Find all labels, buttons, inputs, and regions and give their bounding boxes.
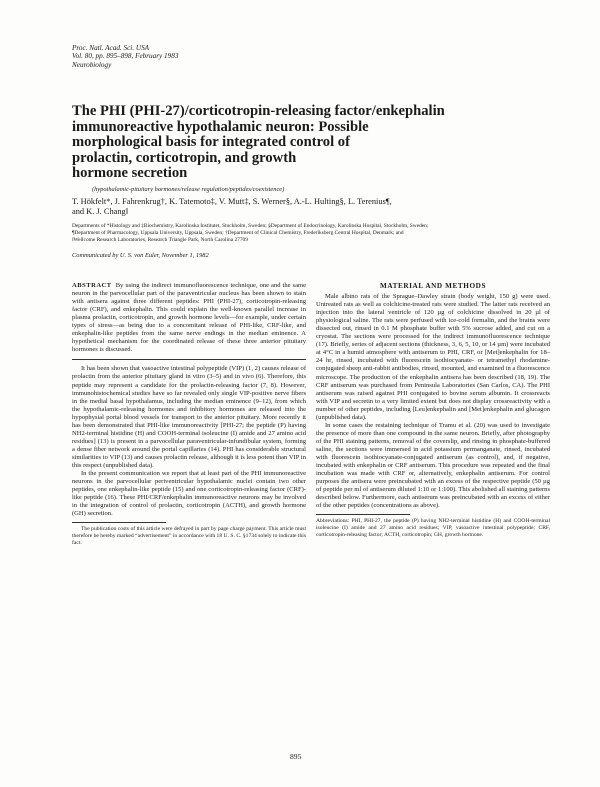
- intro-paragraph-1: It has been shown that vasoactive intestinal polypeptide (VIP) (1, 2) causes release of prolactin from the anterior pituitary gland in vitro (3–5) and in vivo (6). Therefore, this peptide may represent a candidate for the prolactin-releasing factor (7, 8). However, immunohistochemical studies have so far revealed only single VIP-positive nerve fibers in the medial basal hypothalamus, including the median eminence (9–12), from which the hypothalamic-releasing hormones and inhibitory hormones are released into the hypophysial portal blood vessels for transport to the anterior pituitary. More recently it has been demonstrated that PHI-like immunoreactivity [PHI-27; the peptide (P) having NH2-terminal histidine (H) and COOH-terminal isoleucine (I) amide and 27 amino acid residues] (13) is present in a parvocellular paraventricular-infundibular system, forming a dense fiber network around the portal capillaries (14). PHI has considerable structural similarities to VIP (13) and causes prolactin release, although it is less potent than VIP in this respect (unpublished data).: [72, 365, 306, 469]
- publication-footnote: The publication costs of this article were defrayed in part by page charge payment. This article must therefore be hereby marked “advertisement” in accordance with 18 U. S. C. §1734 solely to indicate this fact.: [72, 526, 306, 547]
- affiliation-line: ‖Wellcome Research Laboratories, Research Triangle Park, North Carolina 27709: [72, 237, 248, 244]
- methods-paragraph-2: In some cases the restaining technique of Tramu et al. (20) was used to investigate the presence of more than one compound in the same neuron. Briefly, after photography of the PHI staining patterns, removal of the coverslip, and rinsing in phosphate-buffered saline, the sections were immersed in acid potassium permanganate, rinsed, incubated with fluorescein isothiocyanate-conjugated antiserum (as control), and, if negative, incubated with enkephalin or CRF antiserum. This procedure was repeated and the final incubation was made with CRF or, alternatively, enkephalin antiserum. For control purposes the antisera were preincubated with an excess of the respective peptide (50 µg of peptide per ml of antiserum diluted 1:10 or 1:100). This abolished all staining patterns described below. Furthermore, each antiserum was preincubated with an excess of either of the other peptides (concentrations as above).: [316, 421, 550, 510]
- methods-paragraph-1: Male albino rats of the Sprague–Dawley strain (body weight, 150 g) were used. Untreated rats as well as colchicine-treated rats were studied. The latter rats received an injection into the lateral ventricle of 120 µg of colchicine dissolved in 20 µl of physiological saline. The rats were perfused with ice-cold formalin, and the brains were dissected out, rinsed in 0.1 M phosphate buffer with 5% sucrose added, and cut on a cryostat. The sections were processed for the indirect immunofluorescence technique (17). Briefly, series of adjacent sections (thickness, 3, 6, 5, 10, or 14 µm) were incubated at 4°C in a humid atmosphere with antiserum to PHI, CRF, or [Met]enkephalin for 18–24 hr, rinsed, incubated with fluorescein isothiocyanate- or tetramethyl rhodamine-conjugated sheep anti-rabbit antibodies, rinsed, mounted, and examined in a fluorescence microscope. The production of the enkephalin antisera has been described (18, 19). The CRF antiserum was purchased from Peninsula Laboratories (San Carlos, CA). The PHI antiserum was raised against PHI conjugated to bovine serum albumin. It crossreacts with VIP and secretin to a very limited extent but does not display crossreactivity with a number of other peptides, including [Leu]enkephalin and [Met]enkephalin and glucagon (unpublished data).: [316, 293, 550, 421]
- title-line: prolactin, corticotropin, and growth: [72, 149, 297, 166]
- abstract-divider: [72, 359, 306, 360]
- abbrev-divider: [316, 514, 410, 515]
- author-list: [72, 197, 542, 218]
- title-line: immunoreactive hypothalamic neuron: Possible: [72, 118, 369, 135]
- journal-volume: Vol. 80, pp. 895–898, February 1983: [72, 52, 179, 61]
- authors-line: T. Hökfelt*, J. Fahrenkrug†, K. Tatemoto‡, V. Mutt‡, S. Werner§, A.-L. Hulting§, L. Terenius¶,: [72, 197, 392, 206]
- footnote-divider: [72, 522, 166, 523]
- intro-paragraph-2: In the present communication we report that at least part of the PHI immunoreactive neurons in the parvocellular periventricular hypothalamic nuclei contain two other peptides, one enkephalin-like peptide (15) and one corticotropin-releasing factor (CRF)-like peptide (16). These PHI/CRF/enkephalin immunoreactive neurons may be involved in the integration of control of prolactin, corticotropin (ACTH), and growth hormone (GH) secretion.: [72, 470, 306, 518]
- journal-section: Neurobiology: [72, 60, 112, 69]
- title-line: morphological basis for integrated control of: [72, 134, 350, 151]
- journal-name: Proc. Natl. Acad. Sci. USA: [72, 44, 150, 52]
- affiliation-line: Departments of *Histology and ‡Biochemistry, Karolinska Institutet, Stockholm, Sweden; §Department of Endocrinology, Karolinska Hospital, Stockholm, Sweden;: [72, 223, 429, 229]
- journal-header: [72, 44, 178, 69]
- affiliation-line: ¶Department of Pharmacology, Uppsala University, Uppsala, Sweden; †Department of Clinical Chemistry, Frederiksberg Central Hospital, Denmark; and: [72, 230, 404, 237]
- communicated-by: Communicated by U. S. von Euler, November 1, 1982: [72, 252, 209, 259]
- page-number: 895: [290, 752, 302, 761]
- methods-heading: MATERIAL AND METHODS: [379, 282, 487, 290]
- affiliations: [72, 223, 542, 244]
- title-line: hormone secretion: [72, 165, 188, 182]
- abstract-text: By using the indirect immunofluorescence technique, one and the same neuron in the parvocellular part of the paraventricular nucleus has been shown to stain with antisera against three different peptides: PHI (PHI-27), corticotropin-releasing factor (CRF), and enkephalin. This could explain the well-known parallel increase in plasma prolactin, corticotropin, and growth hormone levels—for example, under certain types of stress—as being due to a concomitant release of PHI-like, CRF-like, and enkephalin-like peptides from the same nerve endings in the median eminence. A hypothetical mechanism for the coordinated release of these three anterior pituitary hormones is discussed.: [72, 282, 306, 354]
- authors-line: and K. J. Chang‖: [72, 207, 129, 217]
- abstract-label: ABSTRACT: [72, 282, 112, 289]
- keywords: (hypothalamic-pituitary hormones/release regulation/peptides/coexistence): [92, 186, 285, 193]
- right-column: [316, 282, 550, 539]
- title-line: The PHI (PHI-27)/corticotropin-releasing factor/enkephalin: [72, 103, 445, 119]
- abbreviations-footnote: Abbreviations: PHI, PHI-27, the peptide (P) having NH2-terminal histidine (H) and COOH-terminal isoleucine (I) amide and 27 amino acid residues; VIP, vasoactive intestinal polypeptide; CRF, corticotropin-releasing factor; ACTH, corticotropin; GH, growth hormone.: [316, 518, 550, 539]
- left-column: [72, 282, 306, 547]
- abstract: [72, 282, 306, 354]
- article-title: [72, 104, 542, 182]
